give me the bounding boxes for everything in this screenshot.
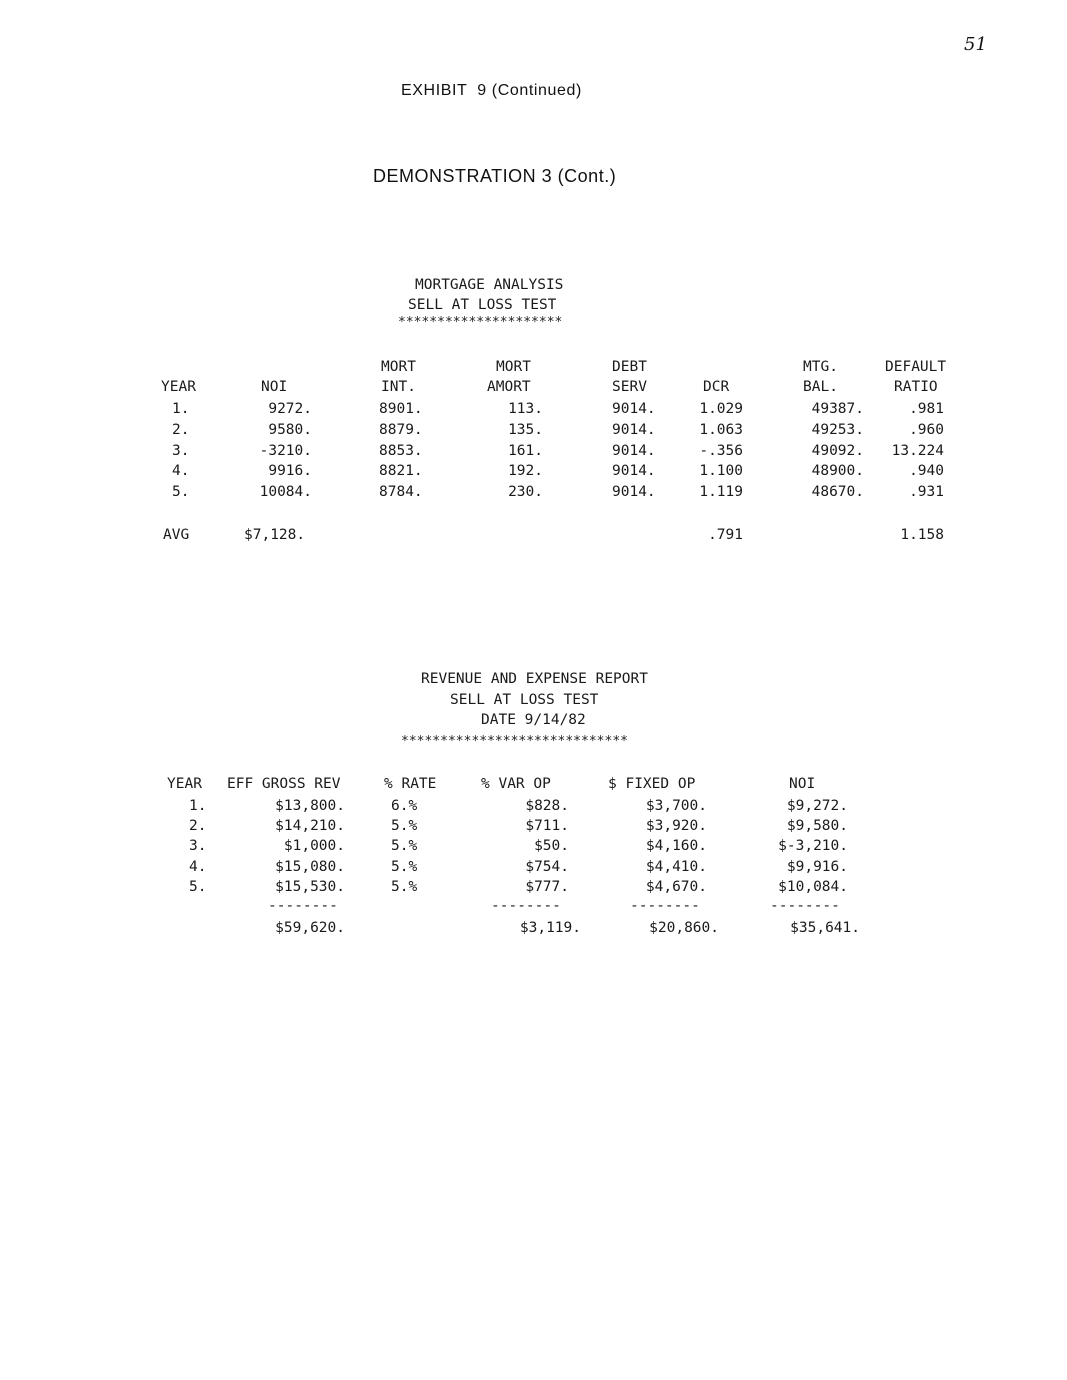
- header-debt-serv-line2: SERV: [612, 379, 647, 395]
- total-fixed-op: $20,860.: [649, 920, 719, 936]
- cell-fixed-op: $3,920.: [645, 818, 707, 834]
- cell-mtg-bal: 48670.: [811, 484, 864, 500]
- cell-pct-var-op: $754.: [525, 859, 569, 875]
- cell-dcr: 1.063: [699, 422, 743, 438]
- cell-pct-var-op: $50.: [534, 838, 569, 854]
- demonstration-heading: DEMONSTRATION 3 (Cont.): [373, 166, 617, 186]
- cell-fixed-op: $4,670.: [645, 879, 707, 895]
- header-mtg-bal-line1: MTG.: [803, 359, 838, 375]
- cell-eff-gross-rev: $13,800.: [275, 798, 345, 814]
- cell-debt-serv: 9014.: [612, 422, 656, 438]
- cell-pct-rate: 6.%: [391, 798, 418, 814]
- cell-mtg-bal: 49092.: [811, 443, 864, 459]
- cell-noi: $9,916.: [786, 859, 848, 875]
- exhibit-heading: EXHIBIT 9 (Continued): [401, 82, 582, 99]
- header-noi: NOI: [261, 379, 288, 395]
- avg-noi: $7,128.: [244, 527, 306, 543]
- header-year: YEAR: [167, 776, 202, 792]
- cell-eff-gross-rev: $15,530.: [275, 879, 345, 895]
- cell-dcr: 1.119: [699, 484, 743, 500]
- cell-noi: 10084.: [259, 484, 312, 500]
- cell-mort-amort: 113.: [508, 401, 543, 417]
- cell-mtg-bal: 48900.: [811, 463, 864, 479]
- header-dcr: DCR: [703, 379, 730, 395]
- cell-mort-amort: 161.: [508, 443, 543, 459]
- dash-separator: --------: [491, 898, 561, 914]
- cell-mtg-bal: 49253.: [811, 422, 864, 438]
- cell-noi: 9916.: [268, 463, 312, 479]
- revenue-subtitle: SELL AT LOSS TEST: [450, 692, 599, 708]
- total-noi: $35,641.: [790, 920, 860, 936]
- header-pct-var-op: % VAR OP: [481, 776, 551, 792]
- cell-year: 1.: [189, 798, 207, 814]
- revenue-date: DATE 9/14/82: [481, 712, 586, 728]
- total-pct-var-op: $3,119.: [519, 920, 581, 936]
- header-debt-serv-line1: DEBT: [612, 359, 647, 375]
- cell-eff-gross-rev: $14,210.: [275, 818, 345, 834]
- cell-noi: $10,084.: [778, 879, 848, 895]
- mortgage-title: MORTGAGE ANALYSIS: [415, 277, 564, 293]
- cell-pct-var-op: $828.: [525, 798, 569, 814]
- cell-mort-amort: 192.: [508, 463, 543, 479]
- cell-mort-int: 8879.: [379, 422, 423, 438]
- cell-fixed-op: $4,410.: [645, 859, 707, 875]
- dash-separator: --------: [770, 898, 840, 914]
- cell-noi: $-3,210.: [778, 838, 848, 854]
- header-noi: NOI: [789, 776, 816, 792]
- cell-noi: $9,272.: [786, 798, 848, 814]
- cell-year: 3.: [189, 838, 207, 854]
- header-default-ratio-line2: RATIO: [894, 379, 938, 395]
- header-fixed-op: $ FIXED OP: [608, 776, 696, 792]
- dash-separator: --------: [268, 898, 338, 914]
- cell-dcr: 1.100: [699, 463, 743, 479]
- cell-year: 2.: [172, 422, 190, 438]
- cell-pct-rate: 5.%: [391, 879, 418, 895]
- cell-mtg-bal: 49387.: [811, 401, 864, 417]
- cell-fixed-op: $4,160.: [645, 838, 707, 854]
- header-default-ratio-line1: DEFAULT: [885, 359, 947, 375]
- cell-default-ratio: 13.224: [891, 443, 944, 459]
- cell-debt-serv: 9014.: [612, 443, 656, 459]
- total-eff-gross-rev: $59,620.: [275, 920, 345, 936]
- cell-pct-rate: 5.%: [391, 818, 418, 834]
- cell-mort-int: 8901.: [379, 401, 423, 417]
- cell-year: 2.: [189, 818, 207, 834]
- cell-debt-serv: 9014.: [612, 484, 656, 500]
- header-mtg-bal-line2: BAL.: [803, 379, 838, 395]
- cell-pct-var-op: $777.: [525, 879, 569, 895]
- cell-pct-rate: 5.%: [391, 838, 418, 854]
- header-mort-amort-line2: AMORT: [487, 379, 531, 395]
- cell-fixed-op: $3,700.: [645, 798, 707, 814]
- cell-year: 4.: [189, 859, 207, 875]
- avg-dcr: .791: [708, 527, 743, 543]
- mortgage-subtitle: SELL AT LOSS TEST: [408, 297, 557, 313]
- cell-default-ratio: .931: [909, 484, 944, 500]
- cell-year: 4.: [172, 463, 190, 479]
- cell-pct-var-op: $711.: [525, 818, 569, 834]
- page-number: 51: [964, 34, 987, 55]
- header-mort-int-line2: INT.: [381, 379, 416, 395]
- cell-default-ratio: .981: [909, 401, 944, 417]
- cell-year: 3.: [172, 443, 190, 459]
- cell-noi: $9,580.: [786, 818, 848, 834]
- cell-year: 5.: [172, 484, 190, 500]
- revenue-title: REVENUE AND EXPENSE REPORT: [421, 671, 648, 687]
- cell-eff-gross-rev: $1,000.: [283, 838, 345, 854]
- cell-noi: 9272.: [268, 401, 312, 417]
- cell-default-ratio: .940: [909, 463, 944, 479]
- cell-dcr: 1.029: [699, 401, 743, 417]
- cell-mort-int: 8853.: [379, 443, 423, 459]
- header-mort-int-line1: MORT: [381, 359, 416, 375]
- revenue-separator: *****************************: [401, 734, 628, 749]
- cell-pct-rate: 5.%: [391, 859, 418, 875]
- header-pct-rate: % RATE: [384, 776, 437, 792]
- avg-default-ratio: 1.158: [900, 527, 944, 543]
- cell-dcr: -.356: [699, 443, 743, 459]
- cell-debt-serv: 9014.: [612, 401, 656, 417]
- cell-year: 1.: [172, 401, 190, 417]
- cell-year: 5.: [189, 879, 207, 895]
- cell-mort-int: 8821.: [379, 463, 423, 479]
- header-mort-amort-line1: MORT: [496, 359, 531, 375]
- cell-debt-serv: 9014.: [612, 463, 656, 479]
- avg-label: AVG: [163, 527, 190, 543]
- dash-separator: --------: [630, 898, 700, 914]
- cell-mort-amort: 230.: [508, 484, 543, 500]
- cell-mort-amort: 135.: [508, 422, 543, 438]
- cell-eff-gross-rev: $15,080.: [275, 859, 345, 875]
- header-year: YEAR: [161, 379, 196, 395]
- mortgage-separator: *********************: [398, 315, 563, 330]
- cell-mort-int: 8784.: [379, 484, 423, 500]
- cell-default-ratio: .960: [909, 422, 944, 438]
- header-eff-gross-rev: EFF GROSS REV: [227, 776, 341, 792]
- cell-noi: -3210.: [259, 443, 312, 459]
- cell-noi: 9580.: [268, 422, 312, 438]
